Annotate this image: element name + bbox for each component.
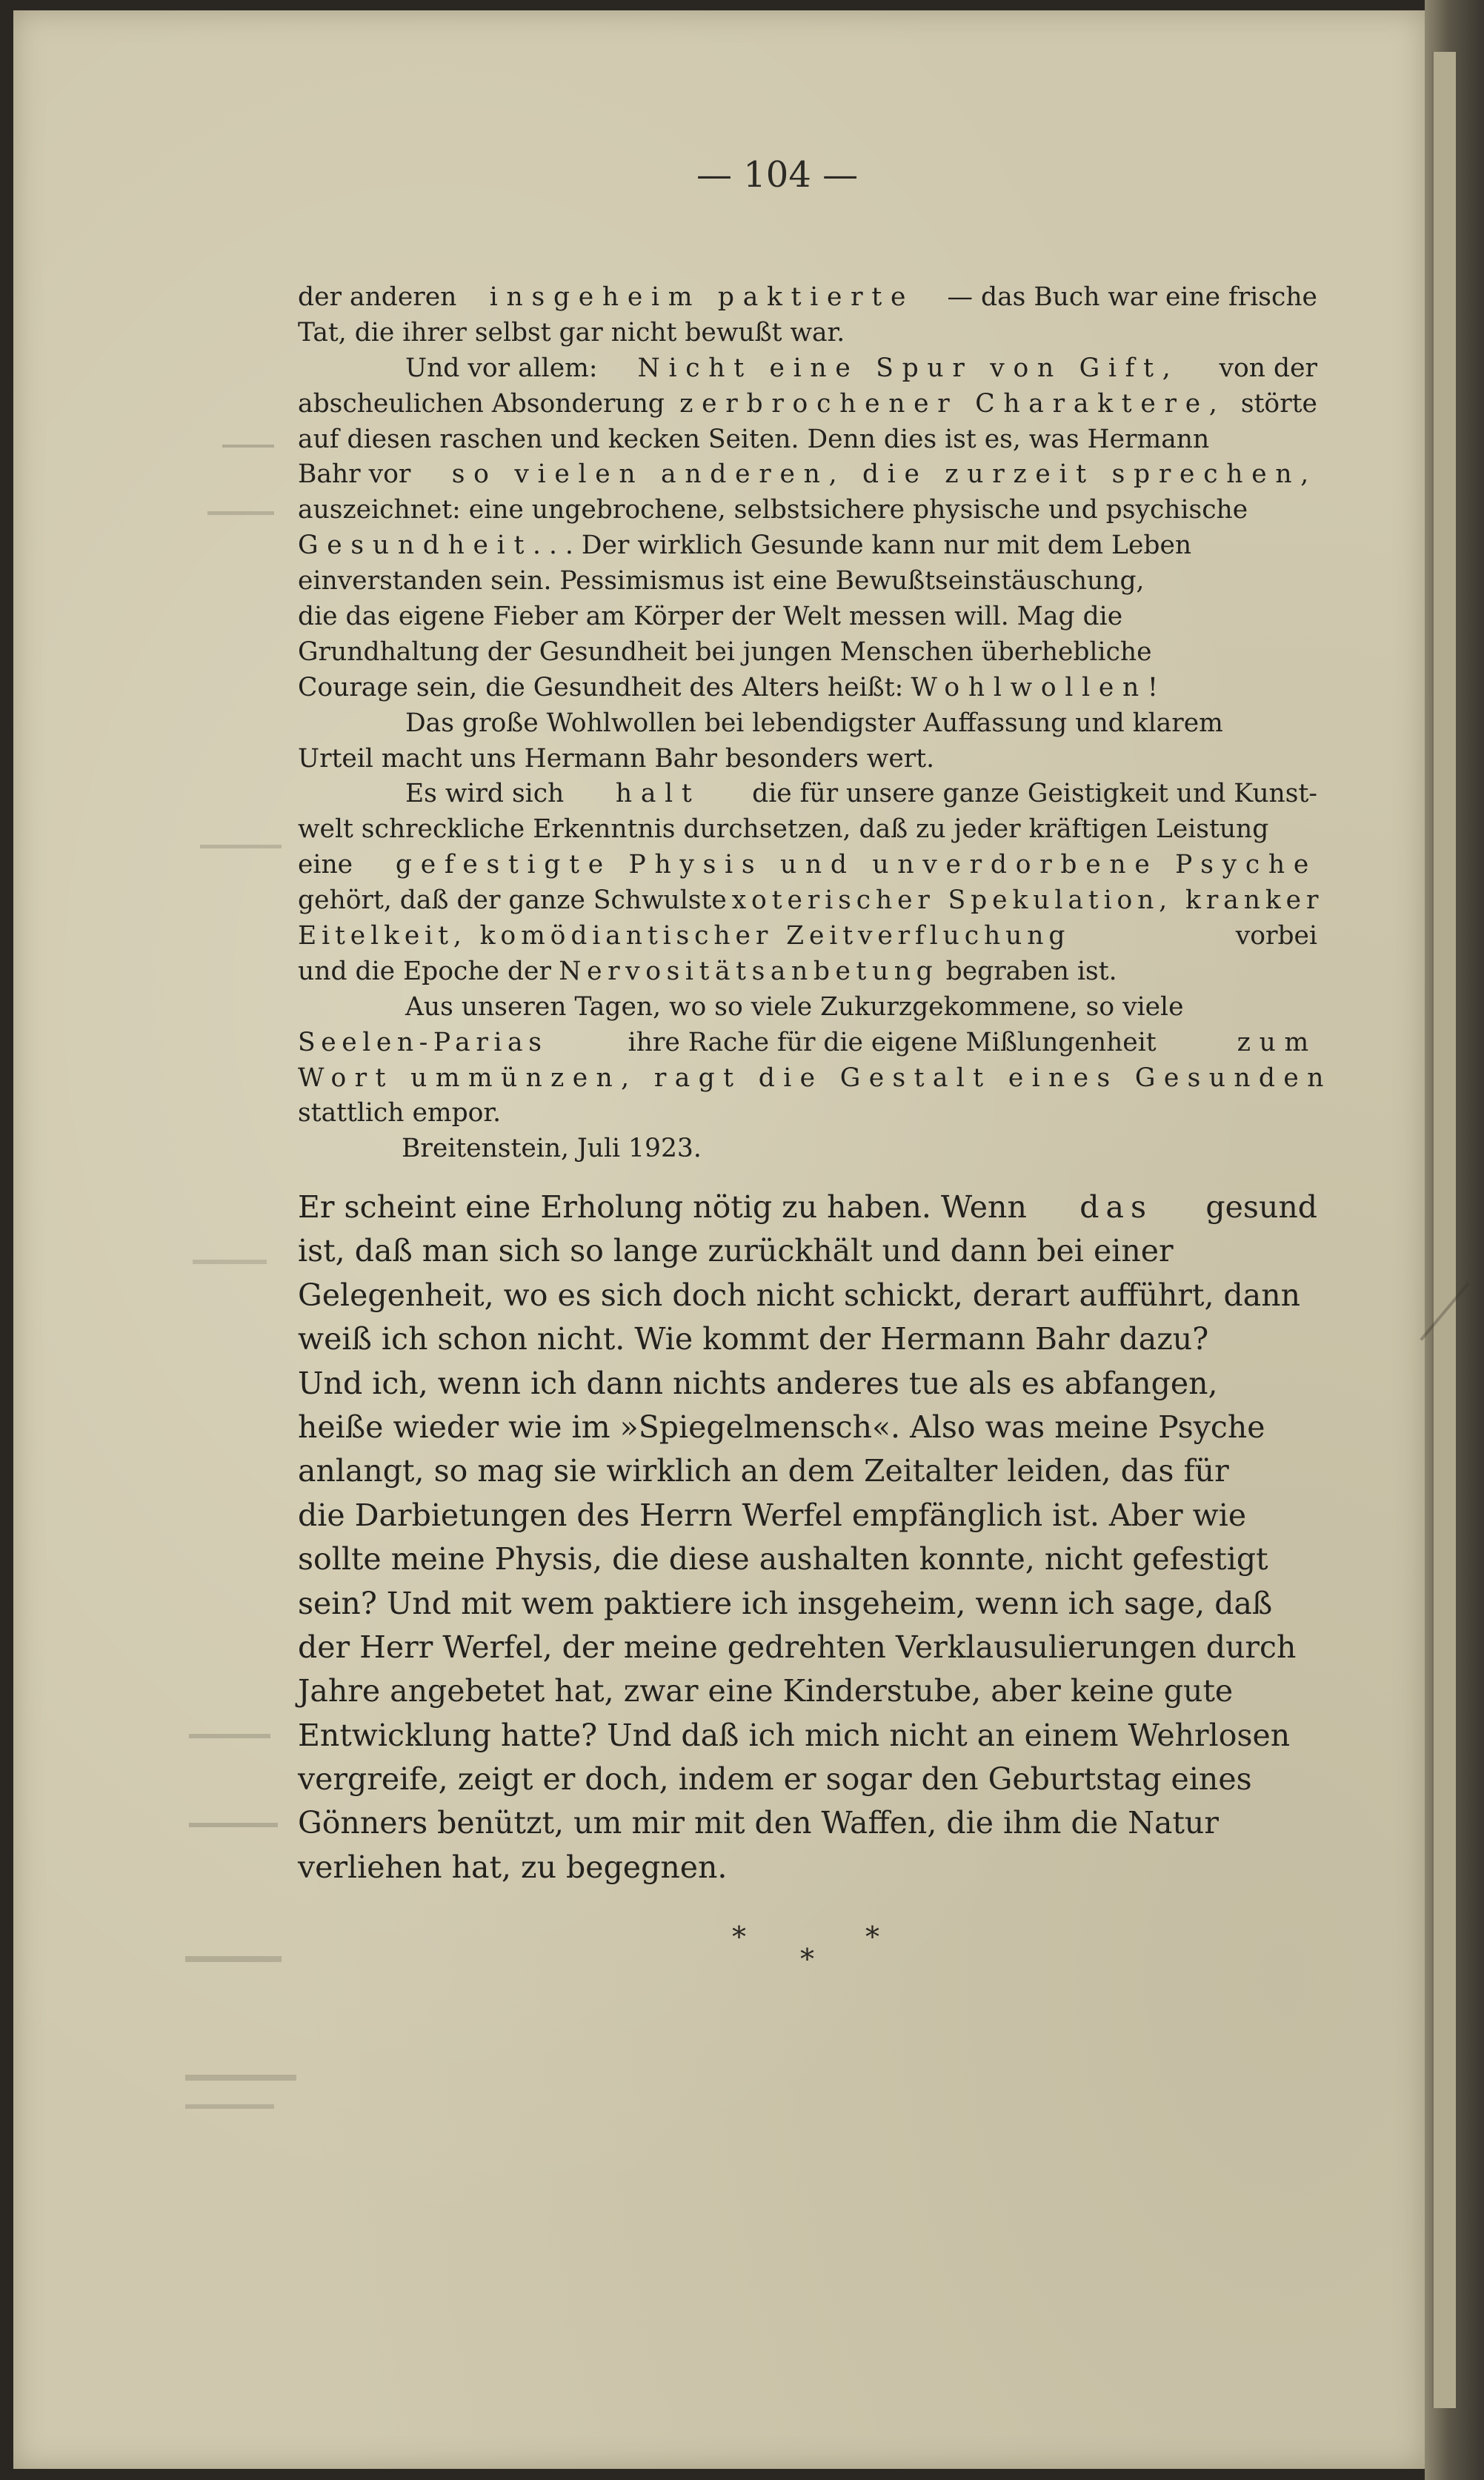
separator-star: * bbox=[732, 1921, 746, 1953]
text-line: Tat, die ihrer selbst gar nicht bewußt war. bbox=[298, 317, 845, 348]
text-line: Gönners benützt, um mir mit den Waffen, die ihm die Natur bbox=[298, 1805, 1219, 1841]
text-line: Und vor allem: Nicht eine Spur von Gift, von der bbox=[405, 353, 1317, 383]
text-line: auszeichnet: eine ungebrochene, selbstsichere physische und psychische bbox=[298, 495, 1248, 525]
text-line: sein? Und mit wem paktiere ich insgeheim, wenn ich sage, daß bbox=[298, 1585, 1273, 1621]
text-line: Eitelkeit, komödiantischer Zeitverfluchung vorbei bbox=[298, 921, 1317, 951]
facing-page-edge bbox=[1432, 52, 1456, 2408]
text-line: eine gefestigte Physis und unverdorbene Psyche bbox=[298, 850, 1317, 880]
text-line: Das große Wohlwollen bei lebendigster Auffassung und klarem bbox=[405, 708, 1223, 738]
text-line: Bahr vor so vielen anderen, die zurzeit sprechen, bbox=[298, 459, 1317, 490]
margin-smudge bbox=[189, 1734, 270, 1738]
text-line: Urteil macht uns Hermann Bahr besonders wert. bbox=[298, 743, 935, 774]
text-line: gehört, daß der ganze Schwulst exoterischer Spekulation, kranker bbox=[298, 885, 1324, 916]
text-line: Courage sein, die Gesundheit des Alters heißt: Wohlwollen! bbox=[298, 672, 1167, 702]
signature-date-line: Breitenstein, Juli 1923. bbox=[402, 1134, 702, 1164]
book-spine-edge bbox=[1425, 0, 1484, 2480]
text-line: Gelegenheit, wo es sich doch nicht schickt, derart aufführt, dann bbox=[298, 1277, 1301, 1313]
text-line: ist, daß man sich so lange zurückhält und dann bei einer bbox=[298, 1233, 1174, 1269]
text-line: Seelen-Parias ihre Rache für die eigene Mißlungenheit zum bbox=[298, 1027, 1317, 1057]
text-line: der anderen insgeheim paktierte — das Buch war eine frische bbox=[298, 282, 1317, 312]
text-line: sollte meine Physis, die diese aushalten konnte, nicht gefestigt bbox=[298, 1541, 1268, 1578]
text-line: Es wird sich halt die für unsere ganze Geistigkeit und Kunst- bbox=[405, 779, 1317, 809]
quoted-passage bbox=[298, 280, 1332, 1167]
text-line: verliehen hat, zu begegnen. bbox=[298, 1849, 728, 1885]
text-line: weiß ich schon nicht. Wie kommt der Hermann Bahr dazu? bbox=[298, 1321, 1209, 1357]
text-line: stattlich empor. bbox=[298, 1098, 502, 1128]
margin-smudge bbox=[222, 445, 274, 448]
section-separator bbox=[0, 1921, 1484, 1980]
page-number: — 104 — bbox=[696, 154, 859, 196]
text-line: welt schreckliche Erkenntnis durchsetzen, daß zu jeder kräftigen Leistung bbox=[298, 814, 1269, 845]
text-line: der Herr Werfel, der meine gedrehten Verklausulierungen durch bbox=[298, 1629, 1297, 1665]
text-line: vergreife, zeigt er doch, indem er sogar den Geburtstag eines bbox=[298, 1761, 1252, 1798]
margin-smudge bbox=[185, 2075, 296, 2081]
margin-smudge bbox=[189, 1823, 278, 1827]
separator-star: * bbox=[800, 1943, 814, 1975]
text-line: Gesundheit. . . Der wirklich Gesunde kann nur mit dem Leben bbox=[298, 531, 1192, 561]
text-line: einverstanden sein. Pessimismus ist eine Bewußtseinstäuschung, bbox=[298, 566, 1145, 596]
text-line: Wort ummünzen, ragt die Gestalt eines Gesunden bbox=[298, 1063, 1332, 1093]
text-line: Er scheint eine Erholung nötig zu haben. Wenn das gesund bbox=[298, 1189, 1317, 1225]
text-line: heiße wieder wie im »Spiegelmensch«. Also was meine Psyche bbox=[298, 1409, 1265, 1445]
commentary-passage bbox=[298, 1186, 1317, 1889]
separator-star: * bbox=[865, 1921, 879, 1953]
margin-smudge bbox=[200, 845, 282, 848]
margin-smudge bbox=[185, 2104, 274, 2109]
margin-smudge bbox=[207, 511, 274, 515]
text-line: abscheulichen Absonderung zerbrochener Charaktere, störte bbox=[298, 388, 1317, 419]
text-line: Jahre angebetet hat, zwar eine Kinderstube, aber keine gute bbox=[298, 1673, 1234, 1709]
text-line: und die Epoche der Nervositätsanbetung begraben ist. bbox=[298, 956, 1117, 986]
margin-smudge bbox=[185, 1956, 282, 1962]
text-line: Aus unseren Tagen, wo so viele Zukurzgekommene, so viele bbox=[405, 991, 1184, 1022]
text-line: Und ich, wenn ich dann nichts anderes tue als es abfangen, bbox=[298, 1365, 1218, 1401]
text-line: die das eigene Fieber am Körper der Welt messen will. Mag die bbox=[298, 602, 1123, 632]
text-line: Entwicklung hatte? Und daß ich mich nicht an einem Wehrlosen bbox=[298, 1717, 1291, 1753]
text-line: Grundhaltung der Gesundheit bei jungen Menschen überhebliche bbox=[298, 636, 1152, 667]
text-line: auf diesen raschen und kecken Seiten. Denn dies ist es, was Hermann bbox=[298, 424, 1210, 454]
text-line: die Darbietungen des Herrn Werfel empfänglich ist. Aber wie bbox=[298, 1497, 1247, 1533]
margin-smudge bbox=[193, 1260, 267, 1264]
text-line: anlangt, so mag sie wirklich an dem Zeitalter leiden, das für bbox=[298, 1453, 1229, 1489]
